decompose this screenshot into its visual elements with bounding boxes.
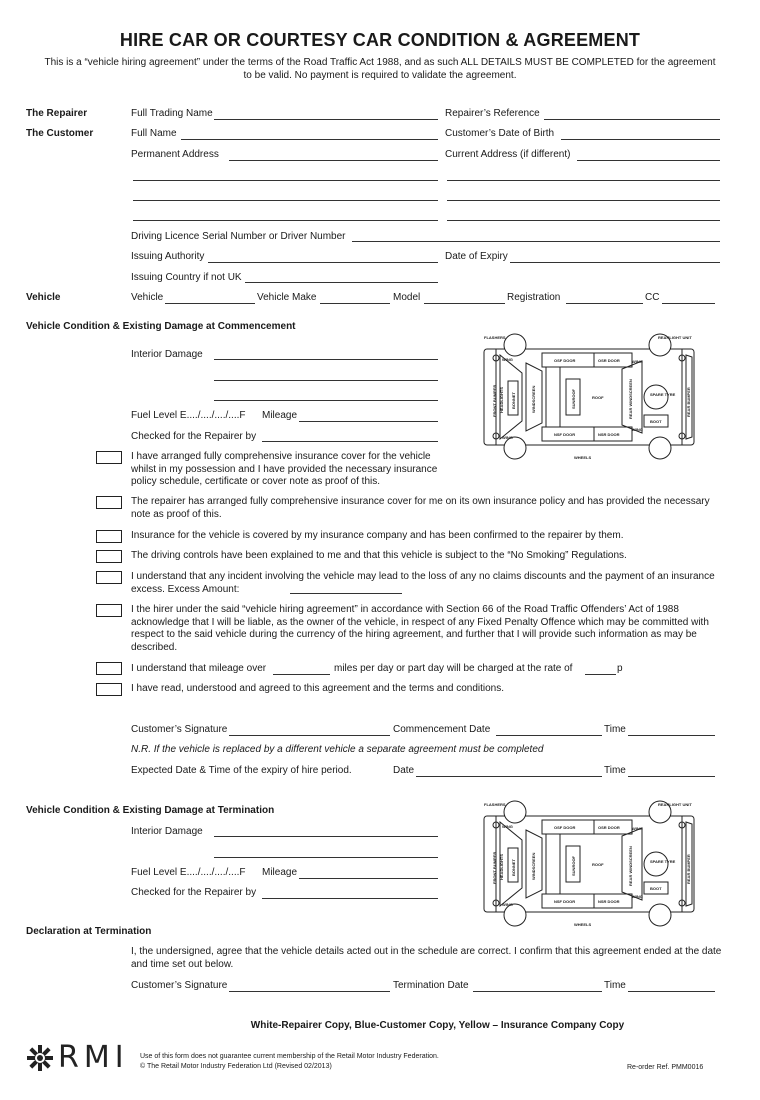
cc-field[interactable] — [662, 303, 715, 304]
fixed-penalty-checkbox[interactable] — [96, 604, 122, 617]
date-of-expiry-field[interactable] — [510, 262, 720, 263]
wing-label: WING — [502, 435, 513, 440]
interior-damage-label: Interior Damage — [131, 826, 203, 837]
customer-signature-label: Customer’s Signature — [131, 980, 228, 991]
front-bumper-label: FRONT BUMPER — [492, 384, 497, 417]
customer-signature-field[interactable] — [229, 735, 390, 736]
address-line[interactable] — [447, 200, 720, 201]
full-trading-name-label: Full Trading Name — [131, 108, 213, 119]
address-line[interactable] — [447, 180, 720, 181]
boot-label: BOOT — [650, 419, 662, 424]
customer-dob-label: Customer’s Date of Birth — [445, 128, 555, 139]
statement-agree-terms: I have read, understood and agreed to this agreement and the terms and conditions. — [131, 683, 505, 694]
declaration-text: I, the undersigned, agree that the vehicle details acted out in the schedule are correct. I confirm that this agreement ended at the date and time set out below. — [131, 946, 722, 970]
checked-by-label: Checked for the Repairer by — [131, 887, 257, 898]
commencement-date-label: Commencement Date — [393, 724, 491, 735]
expiry-date-field[interactable] — [416, 776, 602, 777]
interior-damage-field[interactable] — [214, 359, 438, 360]
termination-time-field[interactable] — [628, 991, 715, 992]
copyright-text: © The Retail Motor Industry Federation Ltd (Revised 02/2013) — [140, 1063, 332, 1070]
time-label: Time — [604, 980, 626, 991]
nsf-door-label: NSF DOOR — [554, 899, 576, 904]
interior-damage-field[interactable] — [214, 857, 438, 858]
address-line[interactable] — [447, 220, 720, 221]
expiry-time-field[interactable] — [628, 776, 715, 777]
windscreen-label: WINDSCREEN — [531, 385, 536, 413]
vehicle-make-label: Vehicle Make — [257, 292, 317, 303]
full-name-field[interactable] — [181, 139, 438, 140]
disclaimer-text: Use of this form does not guarantee current membership of the Retail Motor Industry Federation. — [140, 1053, 439, 1060]
address-line[interactable] — [133, 220, 438, 221]
repairer-heading: The Repairer — [26, 108, 88, 119]
termination-heading: Vehicle Condition & Existing Damage at Termination — [26, 805, 275, 816]
rmi-logo-icon — [26, 1044, 54, 1072]
checked-by-label: Checked for the Repairer by — [131, 431, 257, 442]
full-name-label: Full Name — [131, 128, 177, 139]
driving-licence-label: Driving Licence Serial Number or Driver Number — [131, 231, 346, 242]
statement-own-insurance: I have arranged fully comprehensive insurance cover for the vehicle whilst in my possession and I have provided the necessary insurance policy schedule, certificate or cover note as proof of this. — [131, 451, 438, 487]
model-field[interactable] — [424, 303, 505, 304]
insurance-company-checkbox[interactable] — [96, 530, 122, 543]
vehicle-make-field[interactable] — [320, 303, 390, 304]
full-trading-name-field[interactable] — [214, 119, 438, 120]
mileage-label: Mileage — [262, 867, 298, 878]
customer-dob-field[interactable] — [561, 139, 720, 140]
address-line[interactable] — [133, 200, 438, 201]
repairers-reference-label: Repairer’s Reference — [445, 108, 540, 119]
repairers-reference-field[interactable] — [544, 119, 720, 120]
customer-heading: The Customer — [26, 128, 94, 139]
termination-date-field[interactable] — [473, 991, 602, 992]
statement-no-claims: I understand that any incident involving the vehicle may lead to the loss of any no claims discounts and the payment of an insurance excess. Excess Amount: — [131, 571, 715, 595]
headlights-label: HEADLIGHTS — [499, 854, 504, 880]
driving-licence-field[interactable] — [352, 241, 720, 242]
wing-label: WING — [502, 902, 513, 907]
spare-tyre-label: SPARE TYRE — [650, 392, 676, 397]
termination-date-label: Termination Date — [393, 980, 469, 991]
rmi-logo-text: RMI — [58, 1040, 129, 1075]
roof-label: ROOF — [592, 862, 604, 867]
copy-distribution: White-Repairer Copy, Blue-Customer Copy, Yellow – Insurance Company Copy — [250, 1020, 625, 1031]
form-title: HIRE CAR OR COURTESY CAR CONDITION & AGREEMENT — [119, 30, 641, 50]
interior-damage-field[interactable] — [214, 400, 438, 401]
statement-insurance-company: Insurance for the vehicle is covered by my insurance company and has been confirmed to the repairer by them. — [131, 530, 624, 541]
fuel-level-label: Fuel Level E..../..../..../....F — [131, 867, 246, 878]
statement-driving-controls: The driving controls have been explained to me and that this vehicle is subject to the “No Smoking” Regulations. — [131, 550, 627, 561]
customer-signature-field[interactable] — [229, 991, 390, 992]
checked-by-field[interactable] — [262, 898, 438, 899]
cc-label: CC — [645, 292, 660, 303]
mileage-field[interactable] — [299, 878, 438, 879]
issuing-country-field[interactable] — [245, 282, 438, 283]
customer-signature-label: Customer’s Signature — [131, 724, 228, 735]
mileage-field[interactable] — [299, 421, 438, 422]
rearlight-label: REARLIGHT UNIT — [658, 802, 692, 807]
rear-bumper-label: REAR BUMPER — [686, 854, 691, 884]
fuel-level-label: Fuel Level E..../..../..../....F — [131, 410, 246, 421]
insurance-repairer-checkbox[interactable] — [96, 496, 122, 509]
wing-label: WING — [632, 359, 643, 364]
rear-windscreen-label: REAR WINDSCREEN — [628, 846, 633, 886]
rearlight-label: REARLIGHT UNIT — [658, 335, 692, 340]
wing-label: WING — [632, 826, 643, 831]
permanent-address-label: Permanent Address — [131, 149, 219, 160]
form-subtitle: This is a “vehicle hiring agreement” under the terms of the Road Traffic Act 1988, and as such ALL DETAILS MUST BE COMPLETED for the agreement to be valid. No payment is required to validate the agreement. — [44, 57, 716, 81]
reorder-ref: Re-order Ref. PMM0016 — [627, 1064, 704, 1071]
windscreen-label: WINDSCREEN — [531, 852, 536, 880]
spare-tyre-label: SPARE TYRE — [650, 859, 676, 864]
declaration-heading: Declaration at Termination — [26, 926, 152, 937]
pence-label: p — [617, 663, 623, 674]
model-label: Model — [393, 292, 421, 303]
wing-label: WING — [502, 357, 513, 362]
registration-field[interactable] — [566, 303, 643, 304]
time-field[interactable] — [628, 735, 715, 736]
sunroof-label: SUNROOF — [571, 856, 576, 876]
interior-damage-label: Interior Damage — [131, 349, 203, 360]
osf-door-label: OSF DOOR — [554, 358, 576, 363]
rear-windscreen-label: REAR WINDSCREEN — [628, 379, 633, 419]
mileage-over-label: I understand that mileage over — [131, 663, 267, 674]
wheels-label: WHEELS — [574, 922, 592, 927]
time-label: Time — [604, 724, 626, 735]
wing-label: WING — [632, 894, 643, 899]
nsr-door-label: NSR DOOR — [598, 899, 620, 904]
car-damage-diagram[interactable] — [482, 800, 696, 928]
statement-repairer-insurance: The repairer has arranged fully comprehensive insurance cover for me on its own insurance policy and has provided the necessary note as proof of this. — [131, 496, 710, 520]
statement-fixed-penalty: I the hirer under the said “vehicle hiring agreement” in accordance with Section 66 of the Road Traffic Offenders’ Act of 1988 acknowledge that I will be liable, as the owner of the vehicle, in respect of any Fixed Penalty Offence which may be committed with respect to the said vehicle during the currency of the hiring agreement, and further that I will provide such information as may be described. — [131, 604, 709, 653]
headlights-label: HEADLIGHTS — [499, 387, 504, 413]
miles-per-day-label: miles per day or part day will be charged at the rate of — [334, 663, 573, 674]
flashers-label: FLASHERS — [484, 335, 506, 340]
flashers-label: FLASHERS — [484, 802, 506, 807]
current-address-label: Current Address (if different) — [445, 149, 571, 160]
issuing-country-label: Issuing Country if not UK — [131, 272, 242, 283]
commencement-heading: Vehicle Condition & Existing Damage at Commencement — [26, 321, 296, 332]
wing-label: WING — [502, 824, 513, 829]
sunroof-label: SUNROOF — [571, 389, 576, 409]
commencement-date-field[interactable] — [496, 735, 602, 736]
date-label: Date — [393, 765, 415, 776]
osr-door-label: OSR DOOR — [598, 825, 620, 830]
no-claims-checkbox[interactable] — [96, 571, 122, 584]
registration-label: Registration — [507, 292, 561, 303]
driving-controls-checkbox[interactable] — [96, 550, 122, 563]
nsr-door-label: NSR DOOR — [598, 432, 620, 437]
excess-amount-field[interactable] — [290, 593, 402, 594]
current-address-field[interactable] — [577, 160, 720, 161]
expected-date-label: Expected Date & Time of the expiry of hire period. — [131, 765, 352, 776]
checked-by-field[interactable] — [262, 441, 438, 442]
car-damage-diagram[interactable] — [482, 333, 696, 461]
mileage-over-field[interactable] — [273, 674, 330, 675]
boot-label: BOOT — [650, 886, 662, 891]
time-label: Time — [604, 765, 626, 776]
agree-terms-checkbox[interactable] — [96, 683, 122, 696]
bonnet-label: BONNET — [511, 392, 516, 409]
date-of-expiry-label: Date of Expiry — [445, 251, 508, 262]
wing-label: WING — [632, 427, 643, 432]
vehicle-label: Vehicle — [131, 292, 164, 303]
wheels-label: WHEELS — [574, 455, 592, 460]
vehicle-field[interactable] — [165, 303, 255, 304]
issuing-authority-field[interactable] — [208, 262, 438, 263]
address-line[interactable] — [133, 180, 438, 181]
nsf-door-label: NSF DOOR — [554, 432, 576, 437]
permanent-address-field[interactable] — [229, 160, 438, 161]
replacement-note: N.R. If the vehicle is replaced by a different vehicle a separate agreement must be completed — [131, 744, 544, 755]
bonnet-label: BONNET — [511, 859, 516, 876]
interior-damage-field[interactable] — [214, 380, 438, 381]
roof-label: ROOF — [592, 395, 604, 400]
mileage-charge-checkbox[interactable] — [96, 662, 122, 675]
osf-door-label: OSF DOOR — [554, 825, 576, 830]
vehicle-heading: Vehicle — [26, 292, 61, 303]
front-bumper-label: FRONT BUMPER — [492, 851, 497, 884]
rear-bumper-label: REAR BUMPER — [686, 387, 691, 417]
rate-field[interactable] — [585, 674, 616, 675]
insurance-own-checkbox[interactable] — [96, 451, 122, 464]
issuing-authority-label: Issuing Authority — [131, 251, 205, 262]
interior-damage-field[interactable] — [214, 836, 438, 837]
mileage-label: Mileage — [262, 410, 298, 421]
osr-door-label: OSR DOOR — [598, 358, 620, 363]
